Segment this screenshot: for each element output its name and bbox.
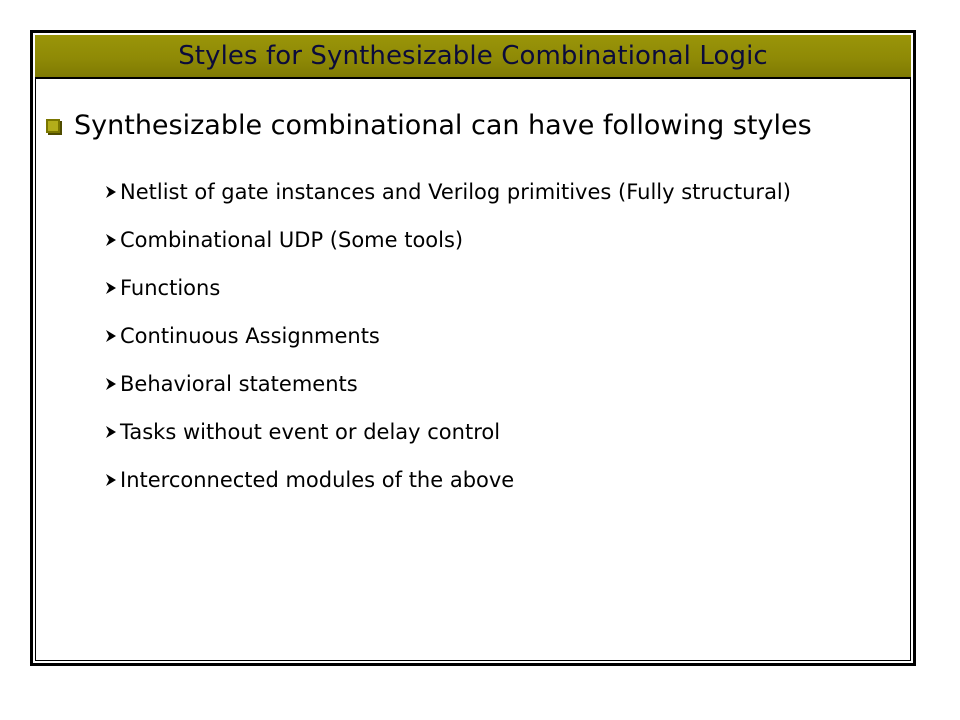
heading-row [46,110,812,141]
square-bullet-icon [46,119,60,133]
heading-text: Synthesizable combinational can have following styles [74,110,812,141]
list-item [104,220,824,260]
arrow-bullet-icon [104,268,120,308]
arrow-bullet-icon [104,172,120,212]
list-item [104,268,824,308]
arrow-bullet-icon [104,364,120,404]
list-item [104,364,824,404]
list-item-text: Functions [120,276,221,300]
slide-title: Styles for Synthesizable Combinational Logic [178,41,768,71]
arrow-bullet-icon [104,220,120,260]
list-item [104,460,824,500]
arrow-bullet-icon [104,412,120,452]
list-item-text: Continuous Assignments [120,324,380,348]
title-bar [35,35,911,79]
list-item [104,412,824,452]
list-item [104,316,824,356]
arrow-bullet-icon [104,460,120,500]
list-item-text: Behavioral statements [120,372,358,396]
list-item [104,172,824,212]
list-item-text: Tasks without event or delay control [120,420,501,444]
arrow-bullet-icon [104,316,120,356]
list-item-text: Netlist of gate instances and Verilog primitives (Fully structural) [120,180,791,204]
list-item-text: Combinational UDP (Some tools) [120,228,464,252]
list-item-text: Interconnected modules of the above [120,468,515,492]
bullet-list [104,172,824,508]
